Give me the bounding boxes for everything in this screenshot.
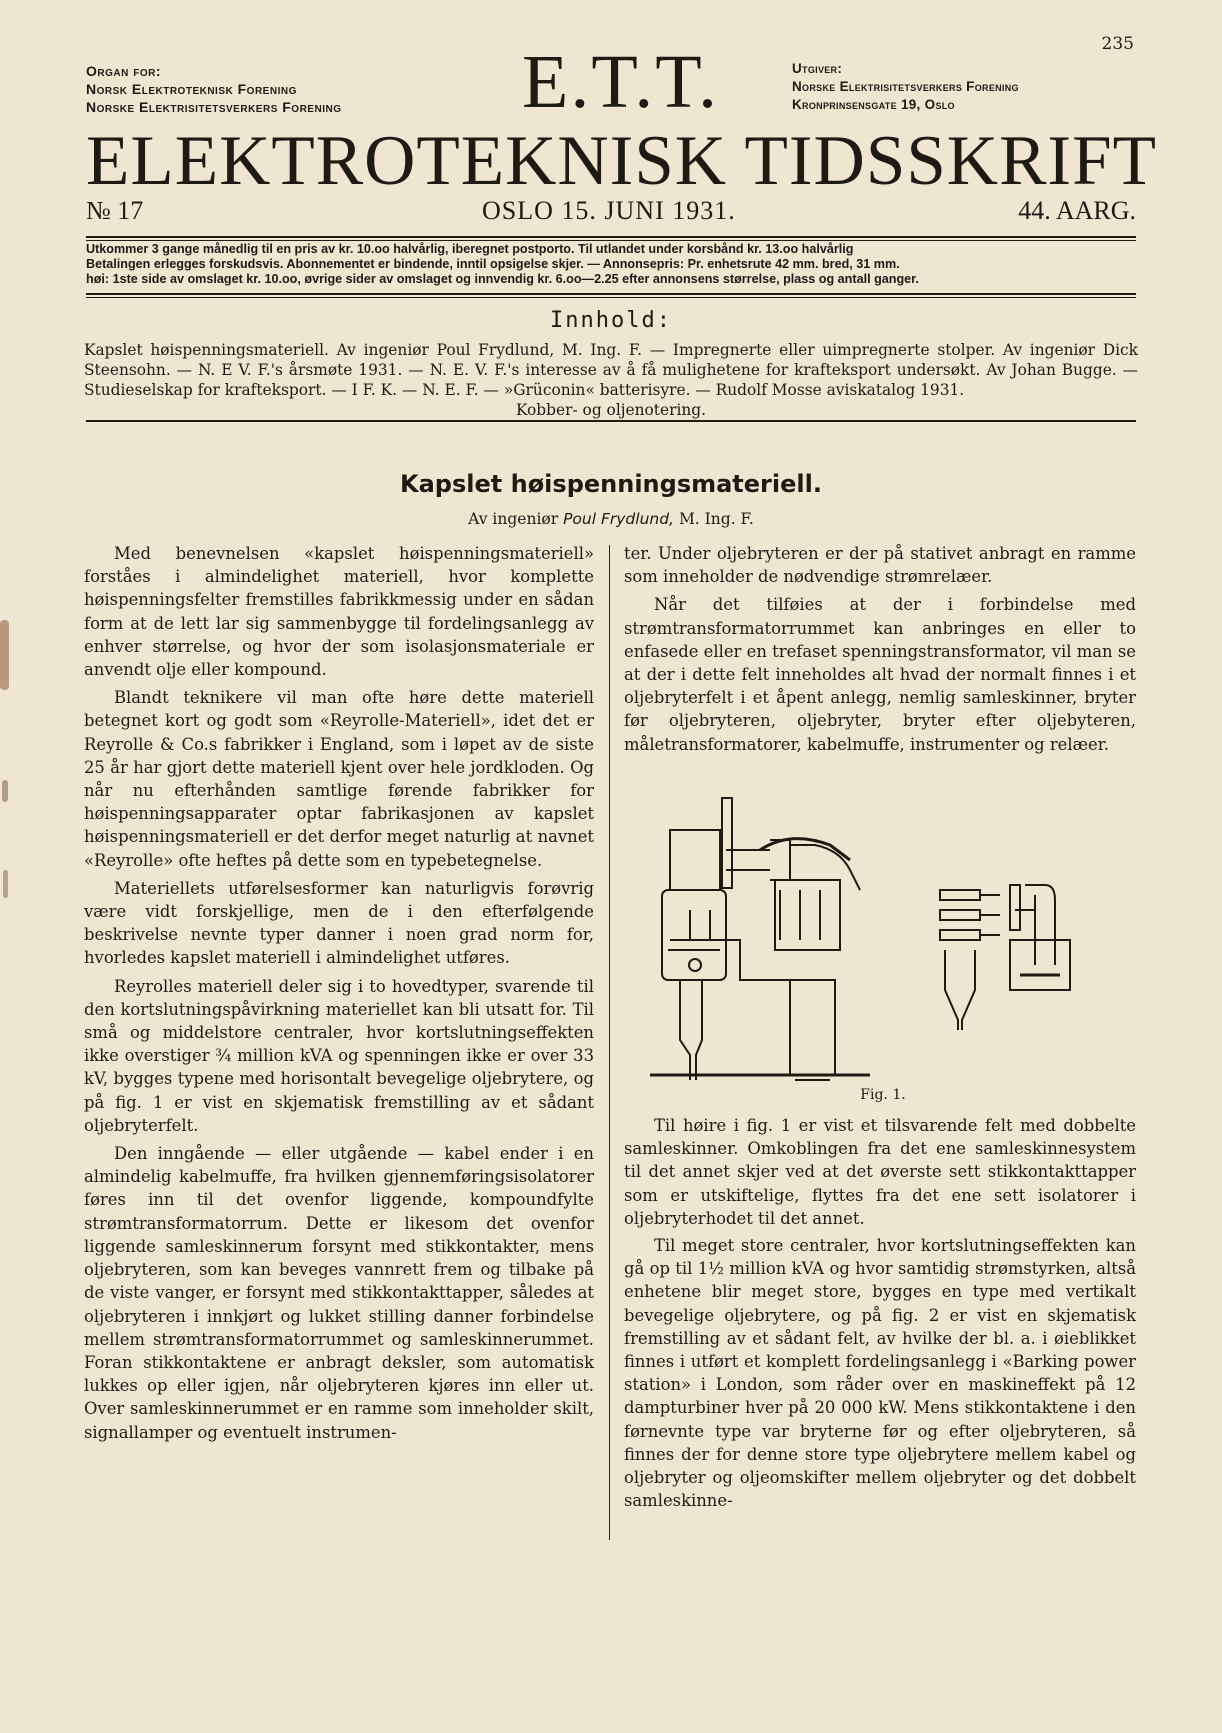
- left-column: [84, 542, 594, 1449]
- paragraph: Den inngående — eller utgående — kabel ender i en almindelig kabelmuffe, fra hvilken gjennemføringsisolatorer føres inn til det ovenfor liggende, kompoundfylte strømtransformatorrum. Dette er likesom det ovenfor liggende samleskinnerum forsynt med stikkontakter, mens oljebryteren, som kan beveges vannrett frem og tilbake på de viste vanger, er forsynt med stikkontakttapper, således at oljebryteren i innkjørt og lukket stilling danner forbindelse mellem strømtransformatorrummet og samleskinnerummet. Foran stikkontaktene er anbragt deksler, som automatisk lukkes op eller igjen, når oljebryteren kjøres inn eller ut. Over samleskinnerummet er en ramme som inneholder skilt, signallamper og eventuelt instrumen-: [84, 1144, 594, 1442]
- journal-title: ELEKTROTEKNISK TIDSSKRIFT: [86, 122, 1157, 200]
- masthead-publisher-line: Norske Elektrisitetsverkers Forening: [792, 79, 1019, 94]
- article-title: Kapslet høispenningsmateriell.: [400, 470, 822, 498]
- masthead-publisher-address: Kronprinsensgate 19, Oslo: [792, 97, 955, 112]
- section-rule: [86, 297, 1136, 298]
- section-rule: [86, 293, 1136, 295]
- busbar-upper: [940, 890, 980, 900]
- contents-body: [84, 340, 1138, 420]
- masthead-publisher: [792, 60, 1019, 114]
- paragraph: ter. Under oljebryteren er der på stativet anbragt en ramme som inneholder de nødvendige strømrelæer.: [624, 544, 1136, 587]
- tank-outline: [1010, 940, 1070, 990]
- contents-heading: Innhold:: [550, 308, 672, 333]
- issue-volume: 44. AARG.: [1018, 196, 1136, 225]
- paragraph: Når det tilføies at der i forbindelse med strømtransformatorrummet kan anbringes en eller to enfasede eller en trefaset spenningstransformator, vil man se at der i dette felt inneholdes alt hvad der normalt finnes i et oljebryterfelt i et åpent anlegg, nemlig samleskinner, bryter før oljebryteren, oljebryter, bryter efter oljebyteren, måletransformatorer, kabelmuffe, instrumenter og relæer.: [624, 595, 1136, 754]
- busbar-chamber: [670, 830, 720, 890]
- header-rule: [86, 236, 1136, 238]
- stand-frame: [670, 940, 790, 1075]
- contents-text: Kapslet høispenningsmateriell. Av ingeniør Poul Frydlund, M. Ing. F. — Impregnerte eller uimpregnerte stolper. Av ingeniør Dick Steensohn. — N. E V. F.'s årsmøte 1931. — N. E. V. F.'s interesse av å få mulighetene for krafteksport undersøkt. Av Johan Bugge. — Studieselskap for krafteksport. — I F. K. — N. E. F. — »Grüconin« batterisyre. — Rudolf Mosse aviskatalog 1931.: [84, 341, 1138, 399]
- page-edge-stain: [2, 780, 8, 802]
- paragraph: Med benevnelsen «kapslet høispenningsmateriell» forståes i almindelighet materiell, hvor komplette høispenningsfelter fremstilles fabrikkmessig under en sådan form at de lett lar sig sammenbygge til fordelingsanlegg av enhver størrelse, og hvor der som isolasjonsmateriale er anvendt olje eller kompound.: [84, 544, 594, 680]
- masthead-organ-line: Norske Elektrisitetsverkers Forening: [86, 99, 342, 115]
- oil-breaker-tank: [662, 890, 726, 980]
- article-byline: [0, 510, 1222, 528]
- subscription-line: Utkommer 3 gange månedlig til en pris av kr. 10.oo halvårlig, iberegnet postporto. Til utlandet under korsbånd kr. 13.oo halvårlig: [86, 242, 854, 256]
- masthead-publisher-label: Utgiver:: [792, 61, 843, 76]
- page-edge-stain: [0, 620, 9, 690]
- current-transformer-chamber: [775, 880, 840, 950]
- cable-box: [680, 980, 690, 1080]
- figure-caption: Fig. 1.: [860, 1087, 906, 1103]
- masthead-organ-label: Organ for:: [86, 63, 161, 79]
- column-divider: [609, 545, 610, 1540]
- paragraph: Til meget store centraler, hvor kortslutningseffekten kan gå op til 1½ million kVA og hvor samtidig strømstyrken, altså enhetene blir meget store, bygges en type med vertikalt bevegelige oljebrytere, og på fig. 2 er vist en skjematisk fremstilling av et sådant felt, av hvilke der bl. a. i øieblikket finnes i utført et komplett fordelingsanlegg i «Barking power station» i London, som råder over en maskineffekt på 12 dampturbiner hver på 20 000 kW. Mens stikkontaktene i den førnevnte type var bryterne før og efter oljebryteren, så finnes der for denne store type oljebrytere mellem kabel og oljebryter og oljeomskifter mellem oljebryter og det dobbelt samleskinne-: [624, 1236, 1136, 1511]
- header-rule: [86, 240, 1136, 241]
- busbar-middle: [940, 910, 980, 920]
- page-edge-stain: [3, 870, 8, 898]
- paragraph: Blandt teknikere vil man ofte høre dette materiell betegnet kort og godt som «Reyrolle-Materiell», idet det er Reyrolle & Co.s fabrikker i England, som i løpet av de siste 25 år har gjort dette materiell kjent over hele jordkloden. Og når nu efterhånden samtlige førende fabrikker for høispenningsapparater optar fabrikasjonen av kapslet høispenningsmateriell er det derfor meget naturlig at navnet «Reyrolle» ofte heftes på dette som en typebetegnelse.: [84, 688, 594, 870]
- masthead-organ-line: Norsk Elektroteknisk Forening: [86, 81, 297, 97]
- paragraph: Til høire i fig. 1 er vist et tilsvarende felt med dobbelte samleskinner. Omkoblingen fra det ene samleskinnesystem til det annet skjer ved at det øverste sett stikkontakttapper som er utskiftelige, flyttes fra det ene sett isolatorer i oljebryterhodet til det annet.: [624, 1116, 1136, 1228]
- isolator-head: [1010, 885, 1020, 930]
- journal-logo: E.T.T.: [522, 40, 719, 124]
- paragraph: Materiellets utførelsesformer kan naturligvis forøvrig være vidt forskjellige, men de i den efterfølgende beskrivelse nevnte typer danner i noen grad norm for, hvorledes kapslet materiell i almindelighet utføres.: [84, 878, 594, 968]
- byline-suffix: M. Ing. F.: [678, 510, 754, 528]
- right-column-top: [624, 542, 1136, 761]
- contents-last-line: Kobber- og oljenotering.: [515, 401, 707, 419]
- cable-lead: [1025, 885, 1055, 965]
- issue-number: № 17: [86, 196, 144, 225]
- right-column-bottom: [624, 1114, 1136, 1516]
- subscription-notice: [86, 242, 1138, 287]
- issue-date: OSLO 15. JUNI 1931.: [482, 196, 736, 225]
- byline-author: Poul Frydlund,: [563, 510, 674, 528]
- panel-frame-post: [722, 798, 732, 888]
- switchgear-diagram: [640, 790, 1130, 1090]
- page-number: 235: [1101, 34, 1134, 54]
- masthead-organ: [86, 62, 341, 116]
- subscription-line: Betalingen erlegges forskudsvis. Abonnementet er bindende, inntil opsigelse skjer. — Annonsepris: Pr. enhetsrute 42 mm. bred, 31 mm.: [86, 257, 900, 271]
- contents-rule: [86, 420, 1136, 422]
- busbar-lower: [940, 930, 980, 940]
- byline-prefix: Av ingeniør: [468, 510, 559, 528]
- issue-row: [86, 196, 1136, 228]
- cable-sealing-end: [945, 950, 975, 1030]
- subscription-line: høi: 1ste side av omslaget kr. 10.oo, øvrige sider av omslaget og innvendig kr. 6.oo—2.25 efter annonsens størrelse, plass og antall ganger.: [86, 272, 919, 286]
- paragraph: Reyrolles materiell deler sig i to hovedtyper, svarende til den kortslutningspåvirkning materiellet kan bli utsatt for. Til små og middelstore centraler, hvor kortslutningseffekten ikke overstiger ¾ million kVA og spenningen ikke er over 33 kV, bygges typene med horisontalt bevegelige oljebrytere, og på fig. 1 er vist en skjematisk fremstilling av et sådant oljebryterfelt.: [84, 976, 594, 1135]
